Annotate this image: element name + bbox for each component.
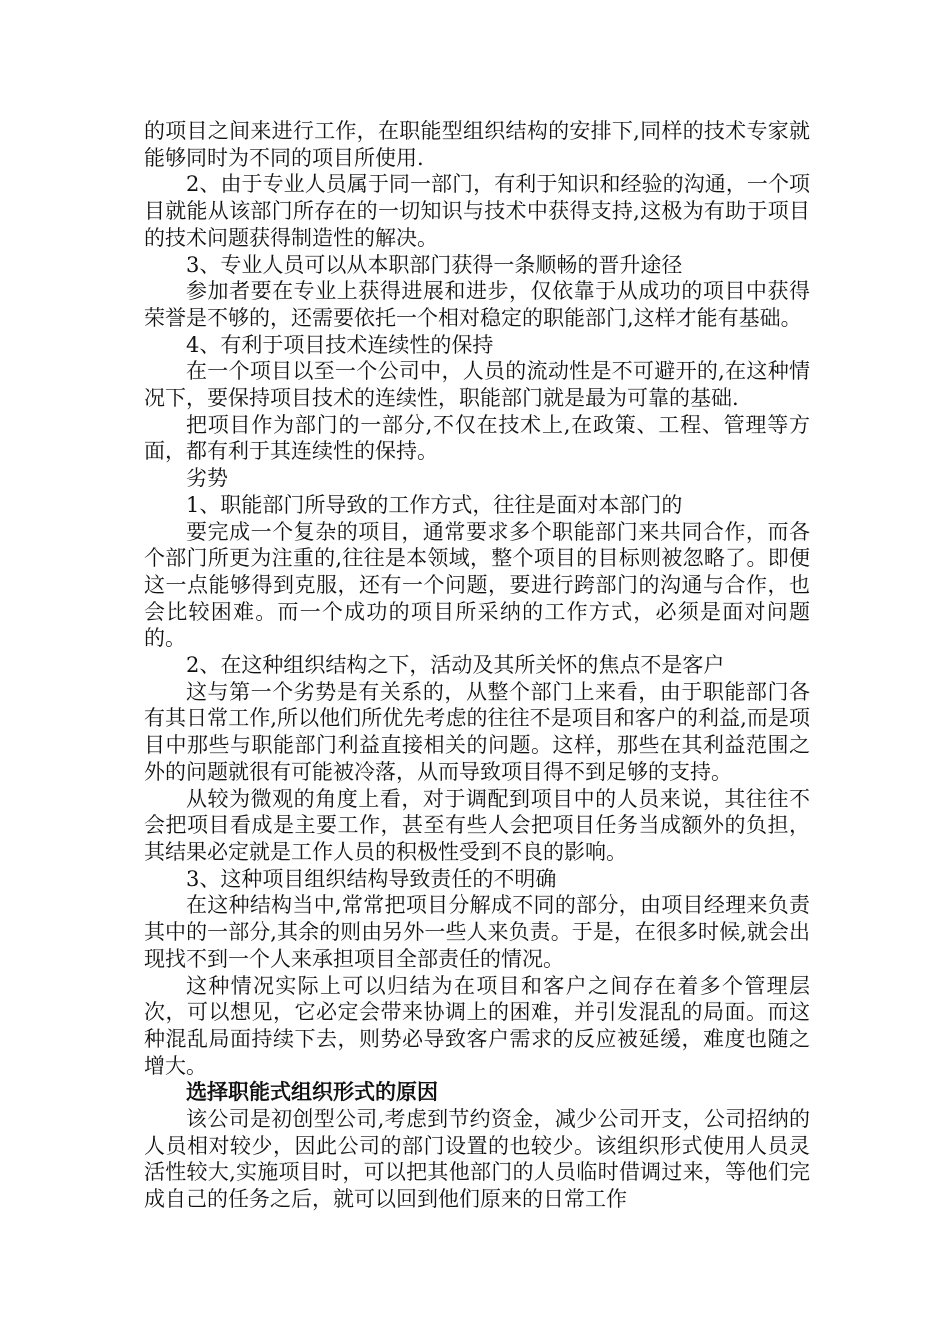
paragraph: 这与第一个劣势是有关系的，从整个部门上来看，由于职能部门各有其日常工作,所以他们所优先考虑的往往不是项目和客户的利益,而是项目中那些与职能部门利益直接相关的问题。这样，那些在其利益范围之外的问题就很有可能被冷落，从而导致项目得不到足够的支持。 xyxy=(144,679,810,784)
list-heading: 3、这种项目组织结构导致责任的不明确 xyxy=(186,866,557,891)
paragraph: 的项目之间来进行工作，在职能型组织结构的安排下,同样的技术专家就能够同时为不同的项目所使用. xyxy=(144,119,810,170)
list-heading: 1、职能部门所导致的工作方式，往往是面对本部门的 xyxy=(186,492,683,517)
paragraph: 在一个项目以至一个公司中，人员的流动性是不可避开的,在这种情况下，要保持项目技术的连续性，职能部门就是最为可靠的基础. xyxy=(144,359,810,411)
paragraph: 参加者要在专业上获得进展和进步，仅依靠于从成功的项目中获得荣誉是不够的，还需要依托一个相对稳定的职能部门,这样才能有基础。 xyxy=(144,279,810,330)
paragraph: 要完成一个复杂的项目，通常要求多个职能部门来共同合作，而各个部门所更为注重的,往往是本领域，整个项目的目标则被忽略了。即便这一点能够得到克服，还有一个问题，要进行跨部门的沟通与合作，也会比较困难。而一个成功的项目所采纳的工作方式，必须是面对问题的。 xyxy=(144,519,810,651)
paragraph: 这种情况实际上可以归结为在项目和客户之间存在着多个管理层次，可以想见，它必定会带来协调上的困难，并引发混乱的局面。而这种混乱局面持续下去，则势必导致客户需求的反应被延缓，难度也随之增大。 xyxy=(144,973,810,1078)
paragraph: 该公司是初创型公司,考虑到节约资金，减少公司开支，公司招纳的人员相对较少，因此公司的部门设置的也较少。该组织形式使用人员灵活性较大,实施项目时，可以把其他部门的人员临时借调过来，等他们完成自己的任务之后，就可以回到他们原来的日常工作 xyxy=(144,1107,810,1212)
paragraph: 把项目作为部门的一部分,不仅在技术上,在政策、工程、管理等方面，都有利于其连续性的保持。 xyxy=(144,412,810,464)
section-label: 劣势 xyxy=(186,466,228,491)
paragraph: 2、由于专业人员属于同一部门，有利于知识和经验的沟通，一个项目就能从该部门所存在的一切知识与技术中获得支持,这极为有助于项目的技术问题获得制造性的解决。 xyxy=(144,172,810,250)
list-heading: 3、专业人员可以从本职部门获得一条顺畅的晋升途径 xyxy=(186,252,683,277)
paragraph: 在这种结构当中,常常把项目分解成不同的部分，由项目经理来负责其中的一部分,其余的则由另外一些人来负责。于是，在很多时候,就会出现找不到一个人来承担项目全部责任的情况。 xyxy=(144,893,810,971)
paragraph: 从较为微观的角度上看，对于调配到项目中的人员来说，其往往不会把项目看成是主要工作，甚至有些人会把项目任务当成额外的负担，其结果必定就是工作人员的积极性受到不良的影响。 xyxy=(144,786,810,864)
list-heading: 2、在这种组织结构之下，活动及其所关怀的焦点不是客户 xyxy=(186,653,725,678)
section-heading: 选择职能式组织形式的原因 xyxy=(186,1079,438,1105)
document-page xyxy=(144,118,810,1213)
list-heading: 4、有利于项目技术连续性的保持 xyxy=(186,332,494,357)
